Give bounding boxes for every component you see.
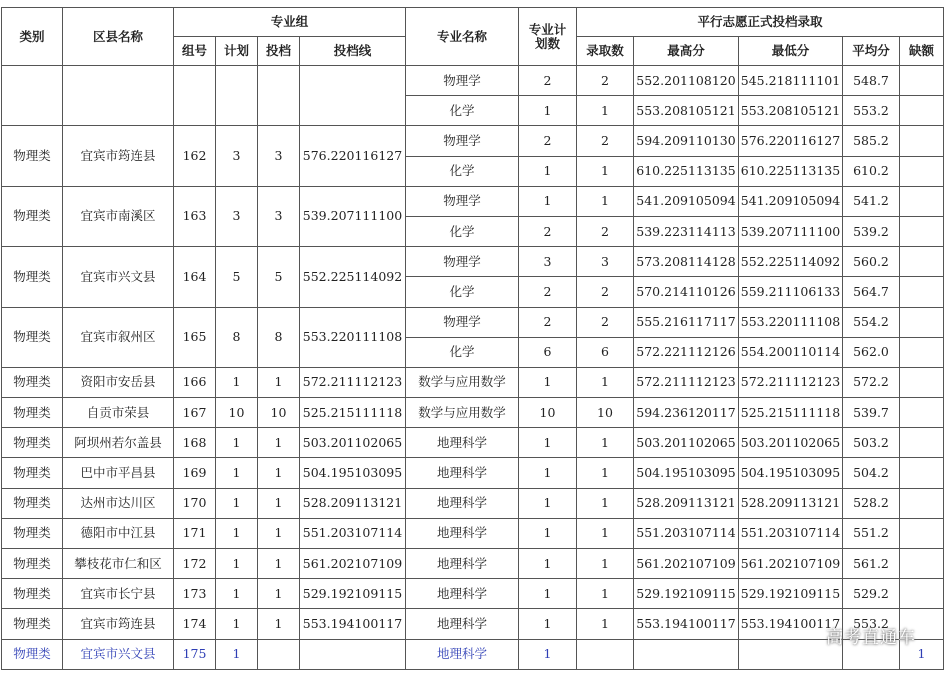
plan-cell: 1 — [216, 639, 258, 669]
district-cell: 达州市达川区 — [63, 488, 174, 518]
avg-score-cell: 553.2 — [843, 96, 900, 126]
admitted-cell: 10 — [577, 398, 634, 428]
min-score-cell: 559.211106133 — [739, 277, 843, 307]
major-name-cell: 化学 — [406, 277, 519, 307]
admitted-cell: 2 — [577, 307, 634, 337]
watermark: 高考直通车 — [826, 628, 916, 648]
filed-cell: 3 — [258, 186, 300, 246]
table-row — [2, 579, 944, 609]
filing-line-cell: 572.211112123 — [300, 367, 406, 397]
avg-score-cell: 528.2 — [843, 488, 900, 518]
avg-score-cell: 610.2 — [843, 156, 900, 186]
plan-cell: 10 — [216, 398, 258, 428]
filed-cell: 5 — [258, 247, 300, 307]
header-min-score: 最低分 — [739, 37, 843, 66]
filing-line-cell: 553.194100117 — [300, 609, 406, 639]
filed-cell — [258, 66, 300, 126]
admitted-cell: 1 — [577, 186, 634, 216]
vacancy-cell — [900, 337, 944, 367]
district-cell — [63, 66, 174, 126]
plan-cell: 1 — [216, 609, 258, 639]
filing-line-cell: 525.215111118 — [300, 398, 406, 428]
filed-cell: 10 — [258, 398, 300, 428]
vacancy-cell — [900, 277, 944, 307]
major-name-cell: 地理科学 — [406, 579, 519, 609]
plan-cell: 1 — [216, 367, 258, 397]
min-score-cell: 539.207111100 — [739, 216, 843, 246]
filed-cell: 1 — [258, 367, 300, 397]
category-cell: 物理类 — [2, 126, 63, 186]
filed-cell: 3 — [258, 126, 300, 186]
max-score-cell: 552.201108120 — [634, 66, 739, 96]
vacancy-cell — [900, 488, 944, 518]
major-name-cell: 地理科学 — [406, 518, 519, 548]
header-filing-line: 投档线 — [300, 37, 406, 66]
min-score-cell: 552.225114092 — [739, 247, 843, 277]
district-cell: 资阳市安岳县 — [63, 367, 174, 397]
max-score-cell: 539.223114113 — [634, 216, 739, 246]
avg-score-cell: 553.2 — [843, 609, 900, 639]
avg-score-cell: 560.2 — [843, 247, 900, 277]
table-row — [2, 126, 944, 156]
vacancy-cell — [900, 247, 944, 277]
major-plan-cell: 1 — [519, 367, 577, 397]
filed-cell: 1 — [258, 549, 300, 579]
major-name-cell: 地理科学 — [406, 458, 519, 488]
major-name-cell: 地理科学 — [406, 428, 519, 458]
avg-score-cell: 562.0 — [843, 337, 900, 367]
table-row — [2, 549, 944, 579]
major-plan-cell: 1 — [519, 579, 577, 609]
plan-cell: 1 — [216, 549, 258, 579]
avg-score-cell: 551.2 — [843, 518, 900, 548]
vacancy-cell — [900, 579, 944, 609]
max-score-cell: 561.202107109 — [634, 549, 739, 579]
category-cell: 物理类 — [2, 398, 63, 428]
district-cell: 宜宾市筠连县 — [63, 126, 174, 186]
vacancy-cell — [900, 216, 944, 246]
min-score-cell: 525.215111118 — [739, 398, 843, 428]
major-name-cell: 地理科学 — [406, 639, 519, 669]
category-cell: 物理类 — [2, 579, 63, 609]
major-plan-cell: 10 — [519, 398, 577, 428]
header-filed: 投档 — [258, 37, 300, 66]
group-no-cell: 169 — [174, 458, 216, 488]
max-score-cell: 594.236120117 — [634, 398, 739, 428]
filing-line-cell: 529.192109115 — [300, 579, 406, 609]
major-plan-cell: 1 — [519, 186, 577, 216]
plan-cell: 1 — [216, 428, 258, 458]
group-no-cell: 166 — [174, 367, 216, 397]
header-district: 区县名称 — [63, 8, 174, 66]
vacancy-cell: 1 — [900, 639, 944, 669]
admitted-cell: 3 — [577, 247, 634, 277]
category-cell: 物理类 — [2, 458, 63, 488]
admitted-cell: 2 — [577, 66, 634, 96]
major-plan-cell: 1 — [519, 609, 577, 639]
table-row — [2, 518, 944, 548]
table-row — [2, 398, 944, 428]
filing-line-cell: 504.195103095 — [300, 458, 406, 488]
max-score-cell: 553.194100117 — [634, 609, 739, 639]
major-plan-cell: 1 — [519, 96, 577, 126]
admitted-cell: 2 — [577, 216, 634, 246]
district-cell: 宜宾市兴文县 — [63, 639, 174, 669]
group-no-cell: 163 — [174, 186, 216, 246]
district-cell: 自贡市荣县 — [63, 398, 174, 428]
plan-cell: 1 — [216, 579, 258, 609]
category-cell: 物理类 — [2, 186, 63, 246]
min-score-cell: 545.218111101 — [739, 66, 843, 96]
table-row — [2, 428, 944, 458]
avg-score-cell: 554.2 — [843, 307, 900, 337]
category-cell: 物理类 — [2, 609, 63, 639]
avg-score-cell: 504.2 — [843, 458, 900, 488]
vacancy-cell — [900, 458, 944, 488]
category-cell: 物理类 — [2, 488, 63, 518]
category-cell — [2, 66, 63, 126]
max-score-cell: 573.208114128 — [634, 247, 739, 277]
filing-line-cell: 561.202107109 — [300, 549, 406, 579]
max-score-cell — [634, 639, 739, 669]
vacancy-cell — [900, 398, 944, 428]
min-score-cell: 528.209113121 — [739, 488, 843, 518]
major-name-cell: 物理学 — [406, 247, 519, 277]
major-plan-cell: 3 — [519, 247, 577, 277]
plan-cell: 3 — [216, 126, 258, 186]
vacancy-cell — [900, 367, 944, 397]
filing-line-cell: 503.201102065 — [300, 428, 406, 458]
filed-cell: 8 — [258, 307, 300, 367]
group-no-cell: 174 — [174, 609, 216, 639]
admitted-cell: 1 — [577, 156, 634, 186]
major-name-cell: 物理学 — [406, 307, 519, 337]
min-score-cell: 529.192109115 — [739, 579, 843, 609]
min-score-cell: 541.209105094 — [739, 186, 843, 216]
admitted-cell: 2 — [577, 277, 634, 307]
max-score-cell: 555.216117117 — [634, 307, 739, 337]
table-row — [2, 458, 944, 488]
max-score-cell: 572.211112123 — [634, 367, 739, 397]
major-plan-cell: 6 — [519, 337, 577, 367]
plan-cell: 3 — [216, 186, 258, 246]
major-name-cell: 化学 — [406, 337, 519, 367]
district-cell: 德阳市中江县 — [63, 518, 174, 548]
admitted-cell: 6 — [577, 337, 634, 367]
table-row — [2, 307, 944, 337]
major-plan-cell: 2 — [519, 216, 577, 246]
filing-line-cell: 539.207111100 — [300, 186, 406, 246]
filed-cell: 1 — [258, 579, 300, 609]
table-row — [2, 66, 944, 96]
header-plan: 计划 — [216, 37, 258, 66]
table-row — [2, 488, 944, 518]
min-score-cell: 610.225113135 — [739, 156, 843, 186]
header-admitted: 录取数 — [577, 37, 634, 66]
filing-line-cell: 528.209113121 — [300, 488, 406, 518]
min-score-cell: 553.220111108 — [739, 307, 843, 337]
avg-score-cell: 503.2 — [843, 428, 900, 458]
district-cell: 宜宾市筠连县 — [63, 609, 174, 639]
table-row — [2, 639, 944, 669]
header-group: 专业组 — [174, 8, 406, 37]
table-row — [2, 367, 944, 397]
group-no-cell: 167 — [174, 398, 216, 428]
plan-cell: 1 — [216, 518, 258, 548]
major-plan-cell: 1 — [519, 458, 577, 488]
filing-line-cell — [300, 639, 406, 669]
major-name-cell: 化学 — [406, 216, 519, 246]
district-cell: 宜宾市兴文县 — [63, 247, 174, 307]
avg-score-cell: 539.7 — [843, 398, 900, 428]
major-name-cell: 化学 — [406, 96, 519, 126]
group-no-cell: 170 — [174, 488, 216, 518]
max-score-cell: 570.214110126 — [634, 277, 739, 307]
category-cell: 物理类 — [2, 247, 63, 307]
admitted-cell: 2 — [577, 126, 634, 156]
category-cell: 物理类 — [2, 639, 63, 669]
group-no-cell: 175 — [174, 639, 216, 669]
avg-score-cell: 561.2 — [843, 549, 900, 579]
max-score-cell: 553.208105121 — [634, 96, 739, 126]
major-plan-cell: 2 — [519, 66, 577, 96]
major-plan-cell: 1 — [519, 428, 577, 458]
admitted-cell — [577, 639, 634, 669]
district-cell: 攀枝花市仁和区 — [63, 549, 174, 579]
min-score-cell: 551.203107114 — [739, 518, 843, 548]
table-row — [2, 609, 944, 639]
vacancy-cell — [900, 156, 944, 186]
vacancy-cell — [900, 549, 944, 579]
max-score-cell: 529.192109115 — [634, 579, 739, 609]
table-body — [2, 66, 944, 670]
min-score-cell: 553.194100117 — [739, 609, 843, 639]
major-name-cell: 地理科学 — [406, 488, 519, 518]
filing-line-cell: 553.220111108 — [300, 307, 406, 367]
header-category: 类别 — [2, 8, 63, 66]
max-score-cell: 551.203107114 — [634, 518, 739, 548]
filing-line-cell — [300, 66, 406, 126]
major-name-cell: 物理学 — [406, 186, 519, 216]
filing-line-cell: 576.220116127 — [300, 126, 406, 186]
max-score-cell: 528.209113121 — [634, 488, 739, 518]
vacancy-cell — [900, 307, 944, 337]
avg-score-cell: 539.2 — [843, 216, 900, 246]
major-plan-cell: 2 — [519, 277, 577, 307]
category-cell: 物理类 — [2, 367, 63, 397]
plan-cell: 8 — [216, 307, 258, 367]
district-cell: 阿坝州若尔盖县 — [63, 428, 174, 458]
admitted-cell: 1 — [577, 488, 634, 518]
major-name-cell: 化学 — [406, 156, 519, 186]
admitted-cell: 1 — [577, 458, 634, 488]
table-row — [2, 247, 944, 277]
min-score-cell: 504.195103095 — [739, 458, 843, 488]
group-no-cell: 165 — [174, 307, 216, 367]
vacancy-cell — [900, 96, 944, 126]
min-score-cell: 503.201102065 — [739, 428, 843, 458]
avg-score-cell: 564.7 — [843, 277, 900, 307]
header-parallel: 平行志愿正式投档录取 — [577, 8, 944, 37]
major-plan-cell: 1 — [519, 639, 577, 669]
header-major-plan: 专业计划数 — [519, 8, 577, 66]
vacancy-cell — [900, 186, 944, 216]
filed-cell: 1 — [258, 609, 300, 639]
vacancy-cell — [900, 428, 944, 458]
major-plan-cell: 1 — [519, 156, 577, 186]
major-plan-cell: 1 — [519, 488, 577, 518]
min-score-cell: 553.208105121 — [739, 96, 843, 126]
max-score-cell: 504.195103095 — [634, 458, 739, 488]
avg-score-cell: 548.7 — [843, 66, 900, 96]
district-cell: 巴中市平昌县 — [63, 458, 174, 488]
group-no-cell — [174, 66, 216, 126]
min-score-cell: 572.211112123 — [739, 367, 843, 397]
major-plan-cell: 1 — [519, 518, 577, 548]
filed-cell: 1 — [258, 518, 300, 548]
major-name-cell: 数学与应用数学 — [406, 398, 519, 428]
plan-cell: 5 — [216, 247, 258, 307]
district-cell: 宜宾市长宁县 — [63, 579, 174, 609]
admitted-cell: 1 — [577, 579, 634, 609]
admitted-cell: 1 — [577, 428, 634, 458]
category-cell: 物理类 — [2, 307, 63, 367]
group-no-cell: 172 — [174, 549, 216, 579]
district-cell: 宜宾市叙州区 — [63, 307, 174, 367]
filed-cell: 1 — [258, 488, 300, 518]
vacancy-cell — [900, 518, 944, 548]
header-avg-score: 平均分 — [843, 37, 900, 66]
header-vacancy: 缺额 — [900, 37, 944, 66]
avg-score-cell: 585.2 — [843, 126, 900, 156]
max-score-cell: 541.209105094 — [634, 186, 739, 216]
header-major: 专业名称 — [406, 8, 519, 66]
max-score-cell: 572.221112126 — [634, 337, 739, 367]
filing-line-cell: 551.203107114 — [300, 518, 406, 548]
major-name-cell: 物理学 — [406, 126, 519, 156]
district-cell: 宜宾市南溪区 — [63, 186, 174, 246]
max-score-cell: 594.209110130 — [634, 126, 739, 156]
admission-table — [1, 7, 944, 670]
filed-cell — [258, 639, 300, 669]
admitted-cell: 1 — [577, 549, 634, 579]
plan-cell: 1 — [216, 458, 258, 488]
avg-score-cell: 541.2 — [843, 186, 900, 216]
group-no-cell: 168 — [174, 428, 216, 458]
major-plan-cell: 2 — [519, 126, 577, 156]
min-score-cell: 576.220116127 — [739, 126, 843, 156]
major-name-cell: 物理学 — [406, 66, 519, 96]
group-no-cell: 171 — [174, 518, 216, 548]
table-row — [2, 186, 944, 216]
group-no-cell: 162 — [174, 126, 216, 186]
group-no-cell: 164 — [174, 247, 216, 307]
major-name-cell: 地理科学 — [406, 549, 519, 579]
major-name-cell: 数学与应用数学 — [406, 367, 519, 397]
avg-score-cell: 529.2 — [843, 579, 900, 609]
category-cell: 物理类 — [2, 428, 63, 458]
admitted-cell: 1 — [577, 367, 634, 397]
category-cell: 物理类 — [2, 518, 63, 548]
group-no-cell: 173 — [174, 579, 216, 609]
avg-score-cell: 572.2 — [843, 367, 900, 397]
min-score-cell: 561.202107109 — [739, 549, 843, 579]
admitted-cell: 1 — [577, 609, 634, 639]
filed-cell: 1 — [258, 458, 300, 488]
header-group-no: 组号 — [174, 37, 216, 66]
max-score-cell: 503.201102065 — [634, 428, 739, 458]
max-score-cell: 610.225113135 — [634, 156, 739, 186]
vacancy-cell — [900, 66, 944, 96]
admitted-cell: 1 — [577, 96, 634, 126]
filed-cell: 1 — [258, 428, 300, 458]
header-max-score: 最高分 — [634, 37, 739, 66]
plan-cell — [216, 66, 258, 126]
admitted-cell: 1 — [577, 518, 634, 548]
major-name-cell: 地理科学 — [406, 609, 519, 639]
vacancy-cell — [900, 126, 944, 156]
major-plan-cell: 1 — [519, 549, 577, 579]
filing-line-cell: 552.225114092 — [300, 247, 406, 307]
major-plan-cell: 2 — [519, 307, 577, 337]
category-cell: 物理类 — [2, 549, 63, 579]
plan-cell: 1 — [216, 488, 258, 518]
min-score-cell: 554.200110114 — [739, 337, 843, 367]
